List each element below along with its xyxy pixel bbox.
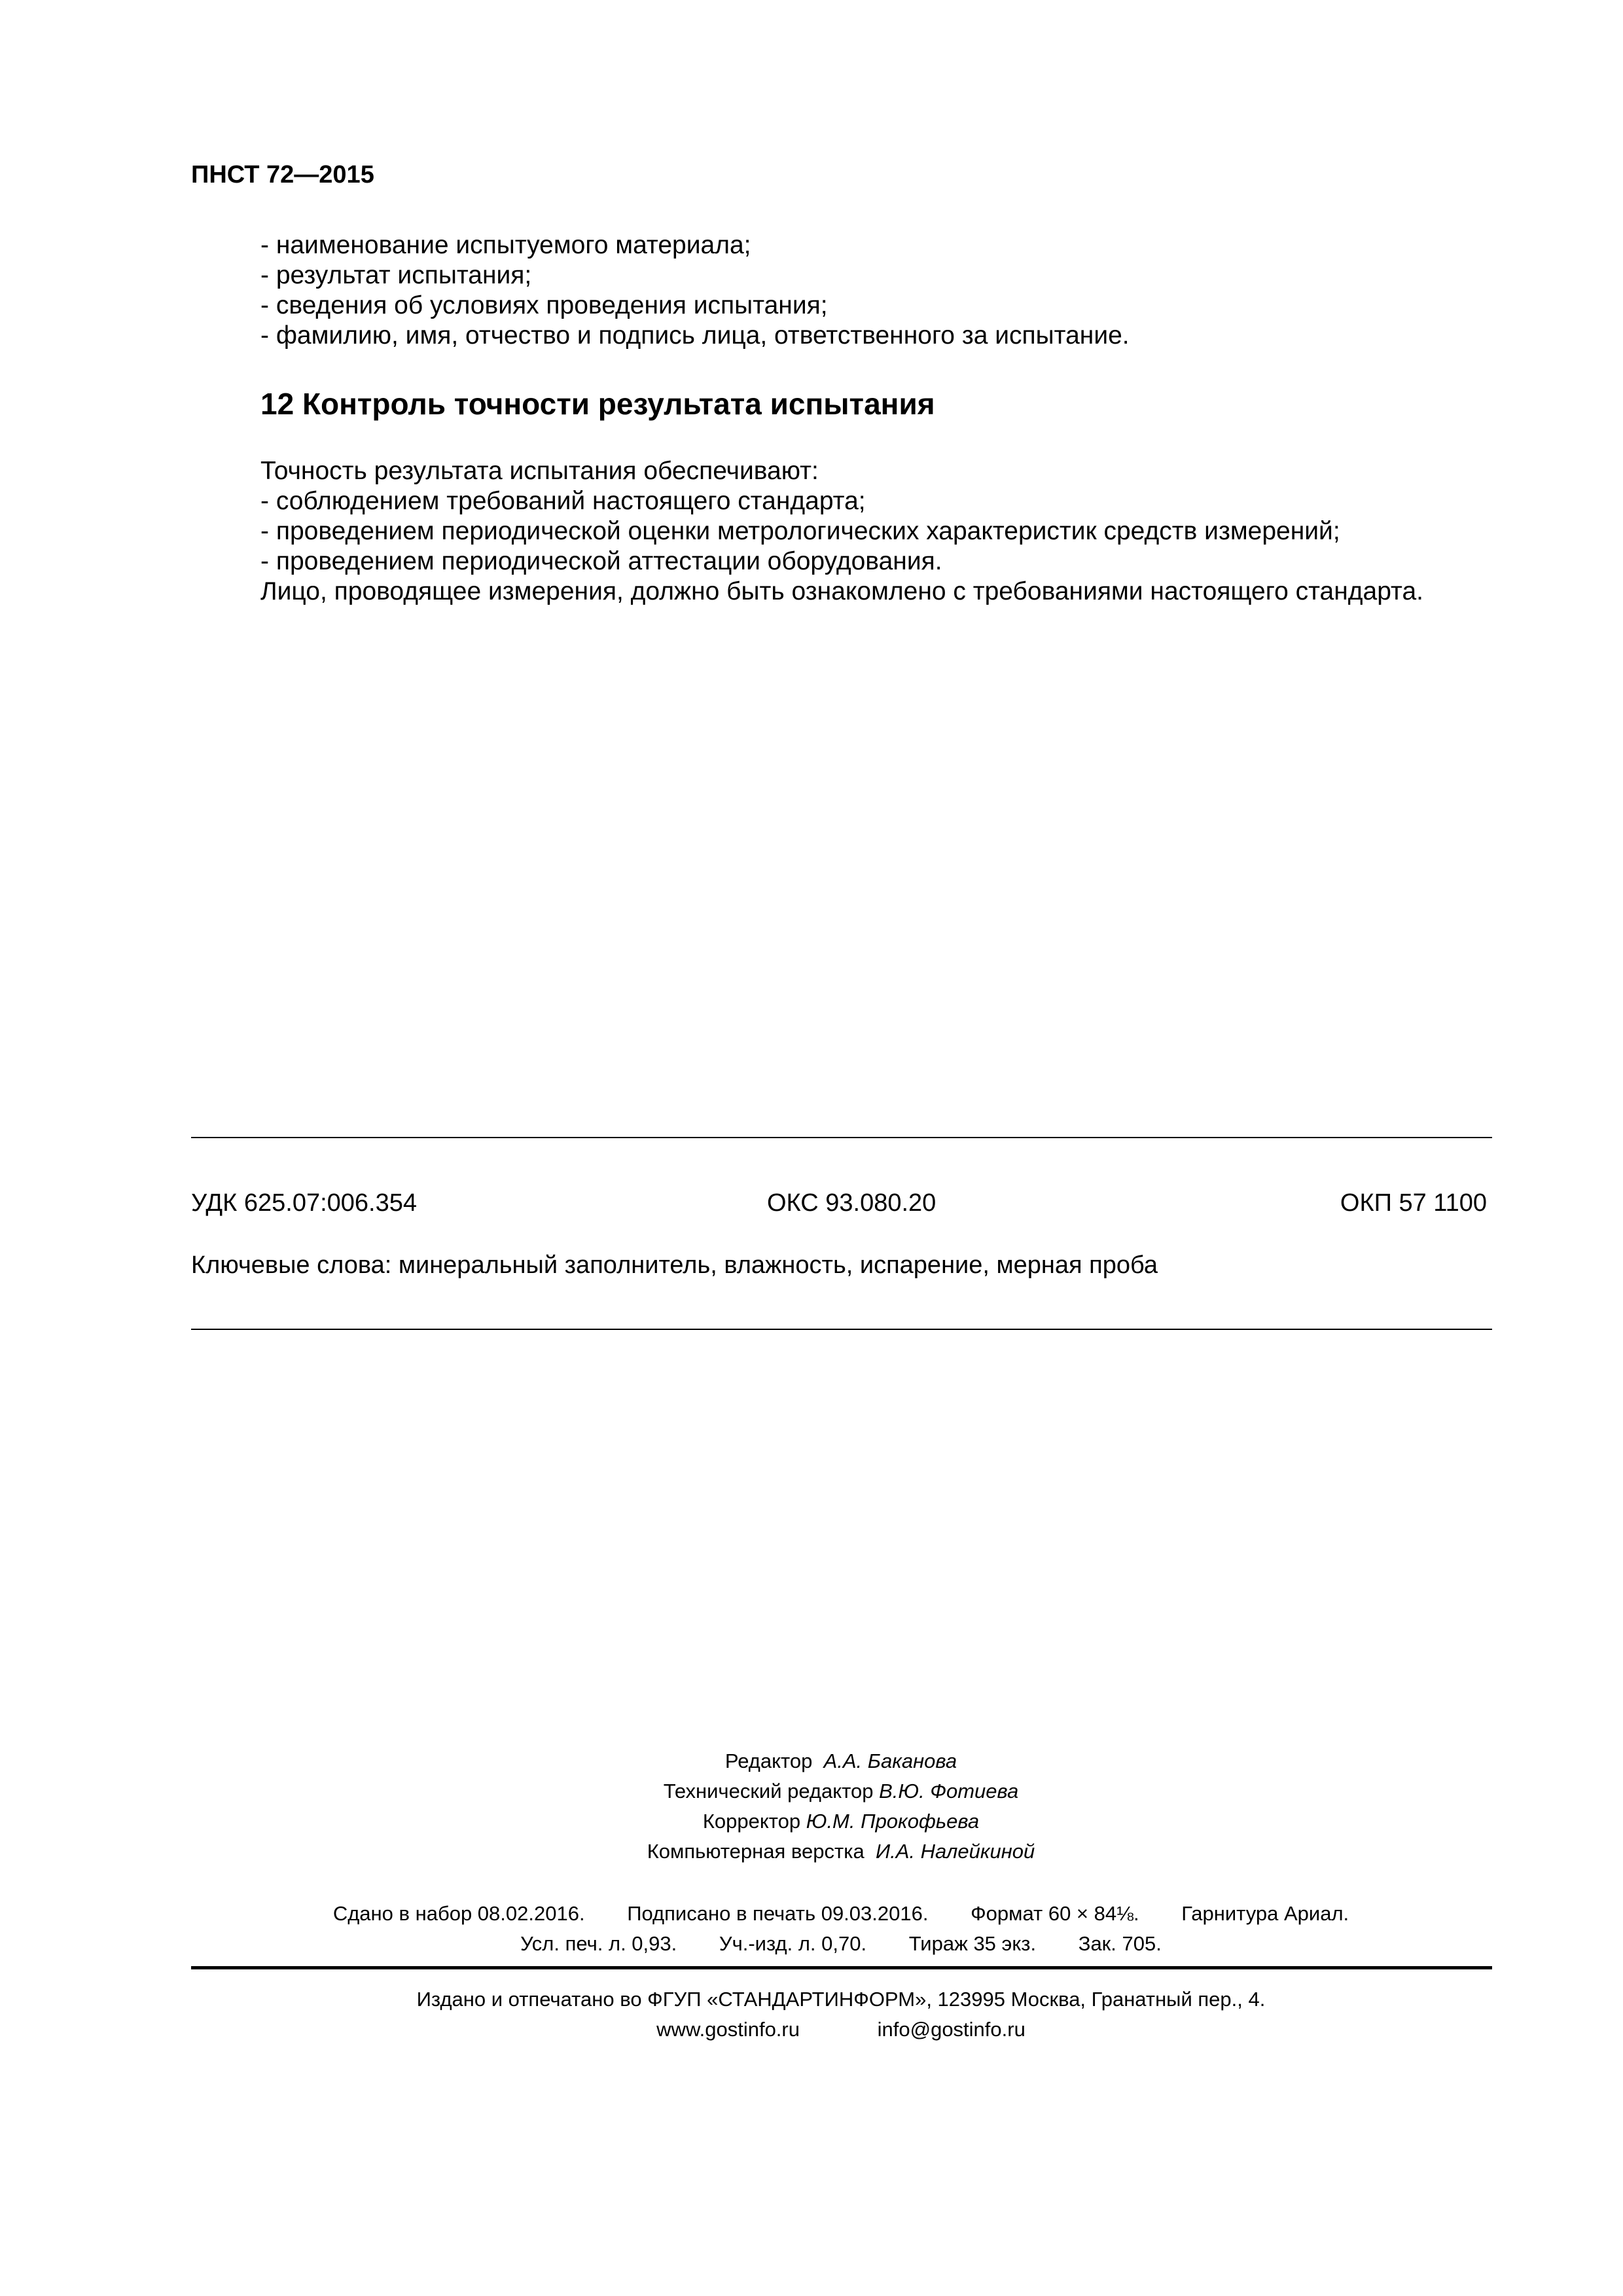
typeface: Гарнитура Ариал.	[1181, 1902, 1349, 1925]
section-body	[260, 456, 1423, 607]
credit-name: В.Ю. Фотиева	[879, 1780, 1019, 1803]
publisher-contacts	[0, 2015, 1623, 2045]
credit-name: И.А. Налейкиной	[875, 1840, 1035, 1863]
credit-layout	[0, 1837, 1623, 1867]
divider-publisher	[191, 1966, 1492, 1969]
print-info-line	[0, 1929, 1623, 1959]
submitted-date: Сдано в набор 08.02.2016.	[332, 1902, 585, 1925]
credit-name: Ю.М. Прокофьева	[806, 1810, 980, 1833]
publisher-block	[0, 1984, 1623, 2045]
credit-role: Редактор	[724, 1749, 813, 1772]
keywords-line: Ключевые слова: минеральный заполнитель, влажность, испарение, мерная проба	[191, 1251, 1158, 1279]
oks-code: ОКС 93.080.20	[767, 1189, 936, 1217]
credit-role: Технический редактор	[663, 1780, 874, 1803]
paper-format: Формат 60 × 84⅛.	[971, 1902, 1139, 1925]
signed-date: Подписано в печать 09.03.2016.	[627, 1902, 929, 1925]
document-code: ПНСТ 72—2015	[191, 161, 374, 188]
paragraph-line: Лицо, проводящее измерения, должно быть ознакомлено с требованиями настоящего стандарта.	[260, 577, 1423, 605]
email-link[interactable]: info@gostinfo.ru	[877, 2018, 1026, 2041]
paragraph-line: Точность результата испытания обеспечивают:	[260, 457, 819, 485]
credits-block	[0, 1746, 1623, 1867]
list-item: - проведением периодической оценки метрологических характеристик средств измерений;	[260, 517, 1340, 545]
record-items-list	[260, 230, 1130, 351]
credit-editor	[0, 1746, 1623, 1776]
list-item: - проведением периодической аттестации оборудования.	[260, 547, 942, 575]
list-item: - фамилию, имя, отчество и подпись лица, ответственного за испытание.	[260, 321, 1130, 350]
list-item: - результат испытания;	[260, 261, 532, 289]
credit-proofreader	[0, 1806, 1623, 1837]
credit-role: Корректор	[702, 1810, 801, 1833]
okp-code: ОКП 57 1100	[1340, 1189, 1487, 1217]
section-heading: 12 Контроль точности результата испытания	[260, 387, 935, 421]
list-item: - наименование испытуемого материала;	[260, 231, 751, 259]
list-item: - сведения об условиях проведения испытания;	[260, 291, 828, 319]
print-run: Тираж 35 экз.	[908, 1932, 1037, 1955]
publisher-address: Издано и отпечатано во ФГУП «СТАНДАРТИНФОРМ», 123995 Москва, Гранатный пер., 4.	[416, 1988, 1266, 2011]
credit-role: Компьютерная верстка	[647, 1840, 865, 1863]
divider-bottom	[191, 1329, 1492, 1330]
credit-tech-editor	[0, 1776, 1623, 1806]
list-item: - соблюдением требований настоящего стандарта;	[260, 487, 866, 515]
credit-name: А.А. Баканова	[823, 1749, 957, 1772]
website-link[interactable]: www.gostinfo.ru	[656, 2018, 800, 2041]
print-info-line	[0, 1899, 1623, 1929]
print-sheets: Усл. печ. л. 0,93.	[520, 1932, 677, 1955]
publishing-sheets: Уч.-изд. л. 0,70.	[719, 1932, 867, 1955]
divider-top	[191, 1137, 1492, 1138]
udk-code: УДК 625.07:006.354	[191, 1189, 418, 1217]
print-info-block	[0, 1899, 1623, 1959]
order-number: Зак. 705.	[1078, 1932, 1162, 1955]
